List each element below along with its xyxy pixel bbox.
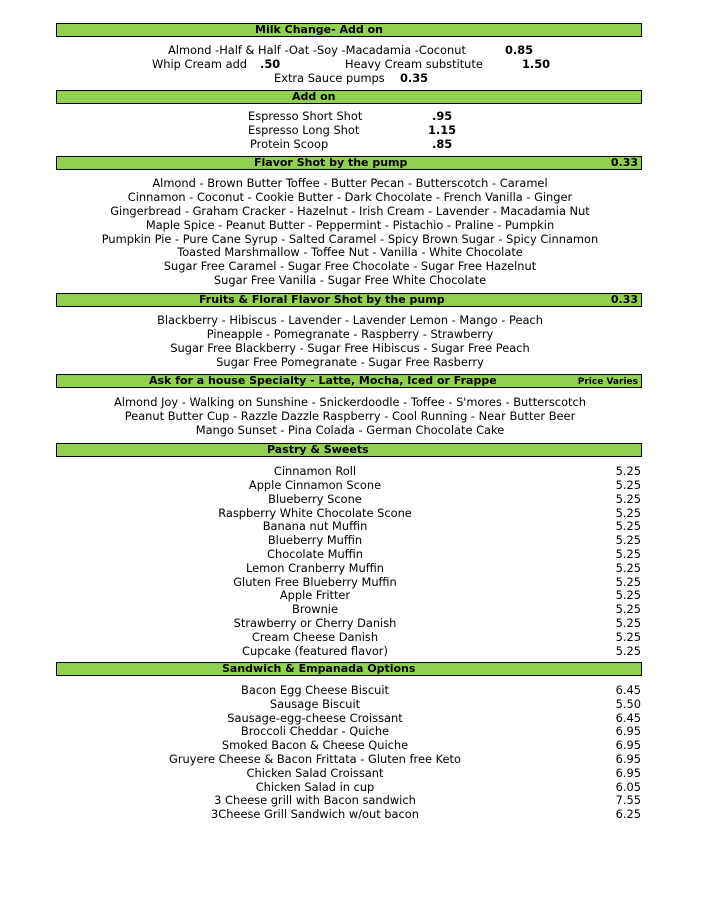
pastry-item-price: 5.25 (615, 547, 641, 561)
fruit-section-header (56, 293, 642, 307)
pastry-item-price: 5.25 (615, 588, 641, 602)
whip-cream-label: Whip Cream add (152, 57, 248, 71)
flavor-header-price: 0.33 (610, 156, 638, 169)
flavor-line: Maple Spice - Peanut Butter - Peppermint - Pistachio - Praline - Pumpkin (145, 218, 555, 232)
pastry-item-price: 5.25 (615, 506, 641, 520)
fruit-line: Pineapple - Pomegranate - Raspberry - Strawberry (206, 327, 494, 341)
sandwich-item-price: 6.95 (615, 766, 641, 780)
sandwich-item-label: Bacon Egg Cheese Biscuit (241, 683, 389, 697)
sandwich-item-price: 6.05 (615, 780, 641, 794)
sandwich-item-price: 5.50 (615, 697, 641, 711)
fruit-header-price: 0.33 (610, 293, 638, 306)
sandwich-item-label: Sausage-egg-cheese Croissant (227, 711, 403, 725)
pastry-item-price: 5.25 (615, 561, 641, 575)
addon-item-price: .85 (432, 137, 453, 151)
pastry-item-label: Chocolate Muffin (267, 547, 363, 561)
pastry-item-label: Strawberry or Cherry Danish (233, 616, 397, 630)
sandwich-header-title: Sandwich & Empanada Options (222, 662, 416, 675)
pastry-item-price: 5.25 (615, 602, 641, 616)
pastry-item-price: 5.25 (615, 464, 641, 478)
sandwich-item-label: Smoked Bacon & Cheese Quiche (221, 738, 409, 752)
pastry-item-label: Raspberry White Chocolate Scone (218, 506, 412, 520)
addon-header-title: Add on (292, 90, 336, 103)
fruit-header-title: Fruits & Floral Flavor Shot by the pump (199, 293, 445, 306)
pastry-item-price: 5.25 (615, 630, 641, 644)
sandwich-item-price: 7.55 (615, 793, 641, 807)
pastry-item-price: 5.25 (615, 492, 641, 506)
heavy-cream-price: 1.50 (522, 57, 551, 71)
pastry-item-label: Cupcake (featured flavor) (242, 644, 388, 658)
pastry-header-title: Pastry & Sweets (267, 443, 369, 456)
pastry-item-price: 5.25 (615, 519, 641, 533)
sandwich-item-label: Sausage Biscuit (269, 697, 361, 711)
flavor-header-title: Flavor Shot by the pump (254, 156, 408, 169)
milk-options-line: Almond -Half & Half -Oat -Soy -Macadamia -Coconut (168, 43, 466, 57)
pastry-item-label: Blueberry Scone (268, 492, 362, 506)
specialty-line: Mango Sunset - Pina Colada - German Chocolate Cake (195, 423, 505, 437)
extra-sauce-label: Extra Sauce pumps (274, 71, 385, 85)
pastry-item-label: Apple Cinnamon Scone (248, 478, 382, 492)
milk-section-header (56, 23, 642, 37)
sandwich-item-label: 3Cheese Grill Sandwich w/out bacon (211, 807, 419, 821)
flavor-line: Toasted Marshmallow - Toffee Nut - Vanilla - White Chocolate (177, 245, 523, 259)
pastry-item-label: Brownie (292, 602, 338, 616)
pastry-item-label: Cinnamon Roll (273, 464, 357, 478)
flavor-line: Pumpkin Pie - Pure Cane Syrup - Salted Caramel - Spicy Brown Sugar - Spicy Cinnamon (101, 232, 599, 246)
pastry-item-label: Apple Fritter (279, 588, 351, 602)
fruit-line: Sugar Free Pomegranate - Sugar Free Rasberry (216, 355, 484, 369)
specialty-line: Peanut Butter Cup - Razzle Dazzle Raspberry - Cool Running - Near Butter Beer (124, 409, 576, 423)
sandwich-item-price: 6.25 (615, 807, 641, 821)
whip-cream-price: .50 (260, 57, 281, 71)
sandwich-item-price: 6.95 (615, 738, 641, 752)
pastry-item-label: Blueberry Muffin (267, 533, 363, 547)
fruit-line: Sugar Free Blackberry - Sugar Free Hibiscus - Sugar Free Peach (170, 341, 530, 355)
addon-item-label: Espresso Long Shot (248, 123, 360, 137)
sandwich-item-price: 6.45 (615, 683, 641, 697)
sandwich-item-price: 6.95 (615, 724, 641, 738)
flavor-line: Almond - Brown Butter Toffee - Butter Pecan - Butterscotch - Caramel (152, 176, 548, 190)
sandwich-item-label: 3 Cheese grill with Bacon sandwich (214, 793, 416, 807)
heavy-cream-label: Heavy Cream substitute (345, 57, 483, 71)
pastry-item-label: Banana nut Muffin (262, 519, 368, 533)
specialty-header-price: Price Varies (577, 377, 638, 387)
specialty-section-header (56, 374, 642, 388)
specialty-line: Almond Joy - Walking on Sunshine - Snickerdoodle - Toffee - S'mores - Butterscotch (113, 395, 586, 409)
flavor-line: Gingerbread - Graham Cracker - Hazelnut - Irish Cream - Lavender - Macadamia Nut (110, 204, 590, 218)
flavor-line: Cinnamon - Coconut - Cookie Butter - Dark Chocolate - French Vanilla - Ginger (127, 190, 573, 204)
pastry-item-label: Gluten Free Blueberry Muffin (233, 575, 397, 589)
milk-options-price: 0.85 (505, 43, 534, 57)
addon-item-price: .95 (432, 109, 453, 123)
addon-item-label: Protein Scoop (250, 137, 329, 151)
sandwich-item-label: Gruyere Cheese & Bacon Frittata - Gluten free Keto (169, 752, 461, 766)
sandwich-section-header (56, 662, 642, 676)
pastry-item-price: 5.25 (615, 616, 641, 630)
addon-item-price: 1.15 (428, 123, 457, 137)
addon-section-header (56, 90, 642, 104)
sandwich-item-label: Chicken Salad in cup (255, 780, 375, 794)
pastry-item-price: 5.25 (615, 533, 641, 547)
pastry-item-label: Cream Cheese Danish (251, 630, 379, 644)
sandwich-item-price: 6.95 (615, 752, 641, 766)
pastry-section-header (56, 443, 642, 457)
extra-sauce-price: 0.35 (400, 71, 429, 85)
specialty-header-title: Ask for a house Specialty - Latte, Mocha, Iced or Frappe (149, 374, 497, 387)
flavor-line: Sugar Free Vanilla - Sugar Free White Chocolate (213, 273, 487, 287)
fruit-line: Blackberry - Hibiscus - Lavender - Lavender Lemon - Mango - Peach (157, 313, 543, 327)
sandwich-item-price: 6.45 (615, 711, 641, 725)
pastry-item-price: 5.25 (615, 478, 641, 492)
pastry-item-price: 5.25 (615, 644, 641, 658)
pastry-item-label: Lemon Cranberry Muffin (246, 561, 384, 575)
sandwich-item-label: Broccoli Cheddar - Quiche (240, 724, 390, 738)
flavor-section-header (56, 156, 642, 170)
addon-item-label: Espresso Short Shot (248, 109, 363, 123)
flavor-line: Sugar Free Caramel - Sugar Free Chocolate - Sugar Free Hazelnut (163, 259, 537, 273)
pastry-item-price: 5.25 (615, 575, 641, 589)
milk-header-title: Milk Change- Add on (255, 23, 383, 36)
sandwich-item-label: Chicken Salad Croissant (246, 766, 384, 780)
